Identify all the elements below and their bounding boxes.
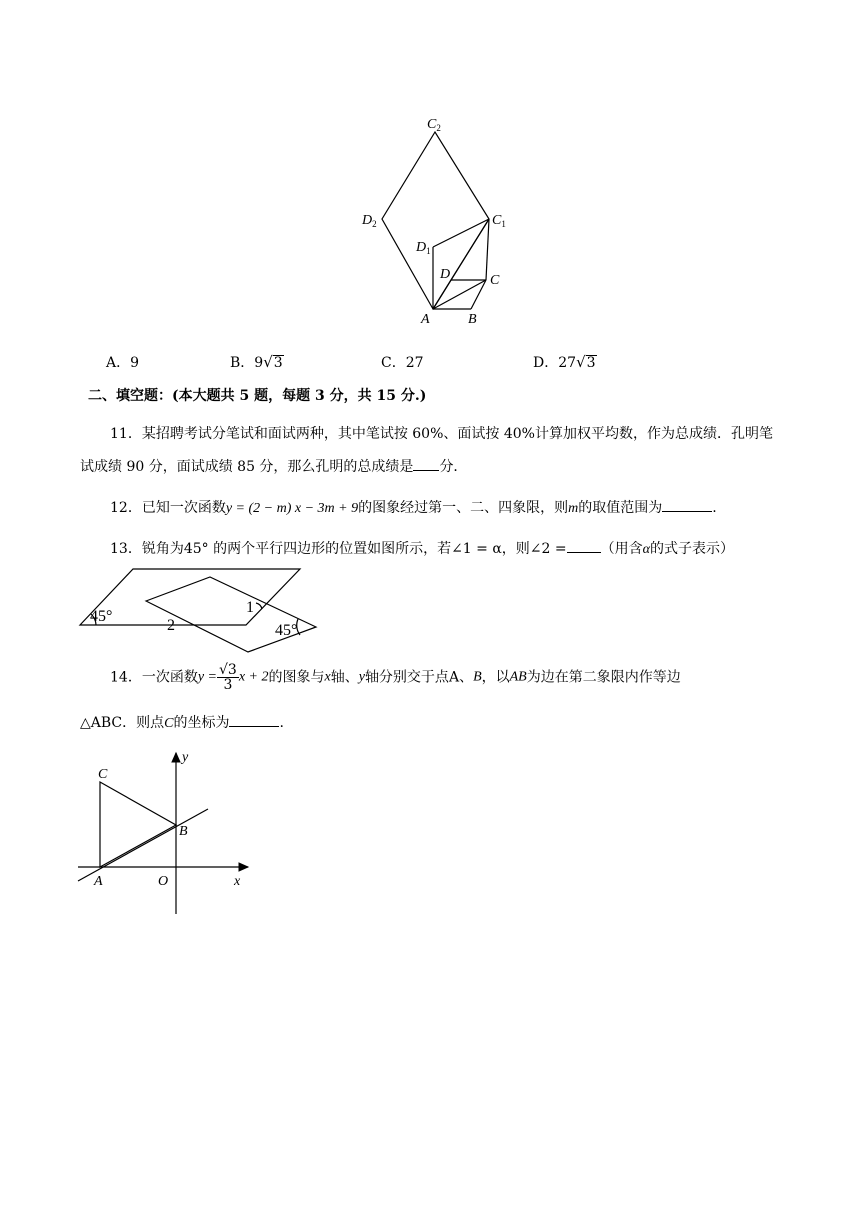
option-b: B．9√3: [230, 353, 283, 371]
q12-formula: y = (2 − m) x − 3m + 9: [225, 501, 359, 516]
label-y: y: [182, 750, 189, 765]
q11-line2: 试成绩 90 分，面试成绩 85 分，那么孔明的总成绩是 分．: [80, 459, 468, 475]
q12-line: 12．已知一次函数y = (2 − m) x − 3m + 9的图象经过第一、二、四象限，则m的取值范围为 .: [110, 500, 717, 516]
angle-label-left: 45°: [90, 608, 113, 625]
label-o: O: [158, 874, 169, 889]
parallelogram-left: [80, 569, 300, 625]
q11-answer-blank[interactable]: [413, 470, 439, 471]
label-d: D: [440, 267, 451, 282]
rhombus-a-c1-c2-d2: [382, 132, 489, 309]
angle-label-1: 1: [246, 599, 254, 616]
label-c1: $C_1$: [492, 213, 506, 229]
triangle-abc: [100, 782, 176, 867]
function-line: [78, 809, 208, 881]
label-x: x: [234, 874, 241, 889]
q14-fraction: $\frac{√3}{3}$: [219, 662, 237, 693]
label-c2: $C_2$: [427, 117, 441, 133]
label-d1: $D_1$: [416, 240, 431, 256]
q14-answer-blank[interactable]: [229, 726, 279, 727]
label-c: C: [490, 273, 500, 288]
option-c: C．27: [381, 355, 424, 371]
option-a: A．9: [106, 355, 140, 371]
label-c: C: [98, 767, 108, 782]
q13-figure: [76, 563, 326, 658]
angle-label-2: 2: [167, 617, 175, 634]
label-b: B: [179, 824, 188, 839]
q13-line: 13．锐角为45° 的两个平行四边形的位置如图所示，若∠1 = α，则∠2 = （用含α的式子表示）: [110, 541, 734, 557]
label-a: A: [94, 874, 103, 889]
label-d2: $D_2$: [362, 213, 377, 229]
q14-line2: △ABC．则点C的坐标为 .: [80, 715, 284, 731]
q14-line1: 14．一次函数y = $\frac{√3}{3}$ x + 2的图象与x轴、y轴分别交于点A、B，以AB为边在第二象限内作等边: [110, 662, 681, 693]
parallelogram-right: [146, 577, 316, 652]
label-a: A: [421, 312, 430, 327]
section2-heading: 二、填空题：(本大题共 5 题，每题 3 分，共 15 分.): [88, 388, 427, 404]
label-b: B: [468, 312, 477, 327]
q10-figure: [355, 112, 515, 327]
option-d: D．27√3: [533, 353, 596, 371]
q14-figure: [74, 745, 259, 920]
q11-line1: 11．某招聘考试分笔试和面试两种，其中笔试按 60%、面试按 40%计算加权平均数，作为总成绩．孔明笔: [110, 426, 773, 442]
q13-answer-blank[interactable]: [567, 552, 601, 553]
angle-label-right: 45°: [275, 622, 298, 639]
q12-answer-blank[interactable]: [662, 511, 712, 512]
